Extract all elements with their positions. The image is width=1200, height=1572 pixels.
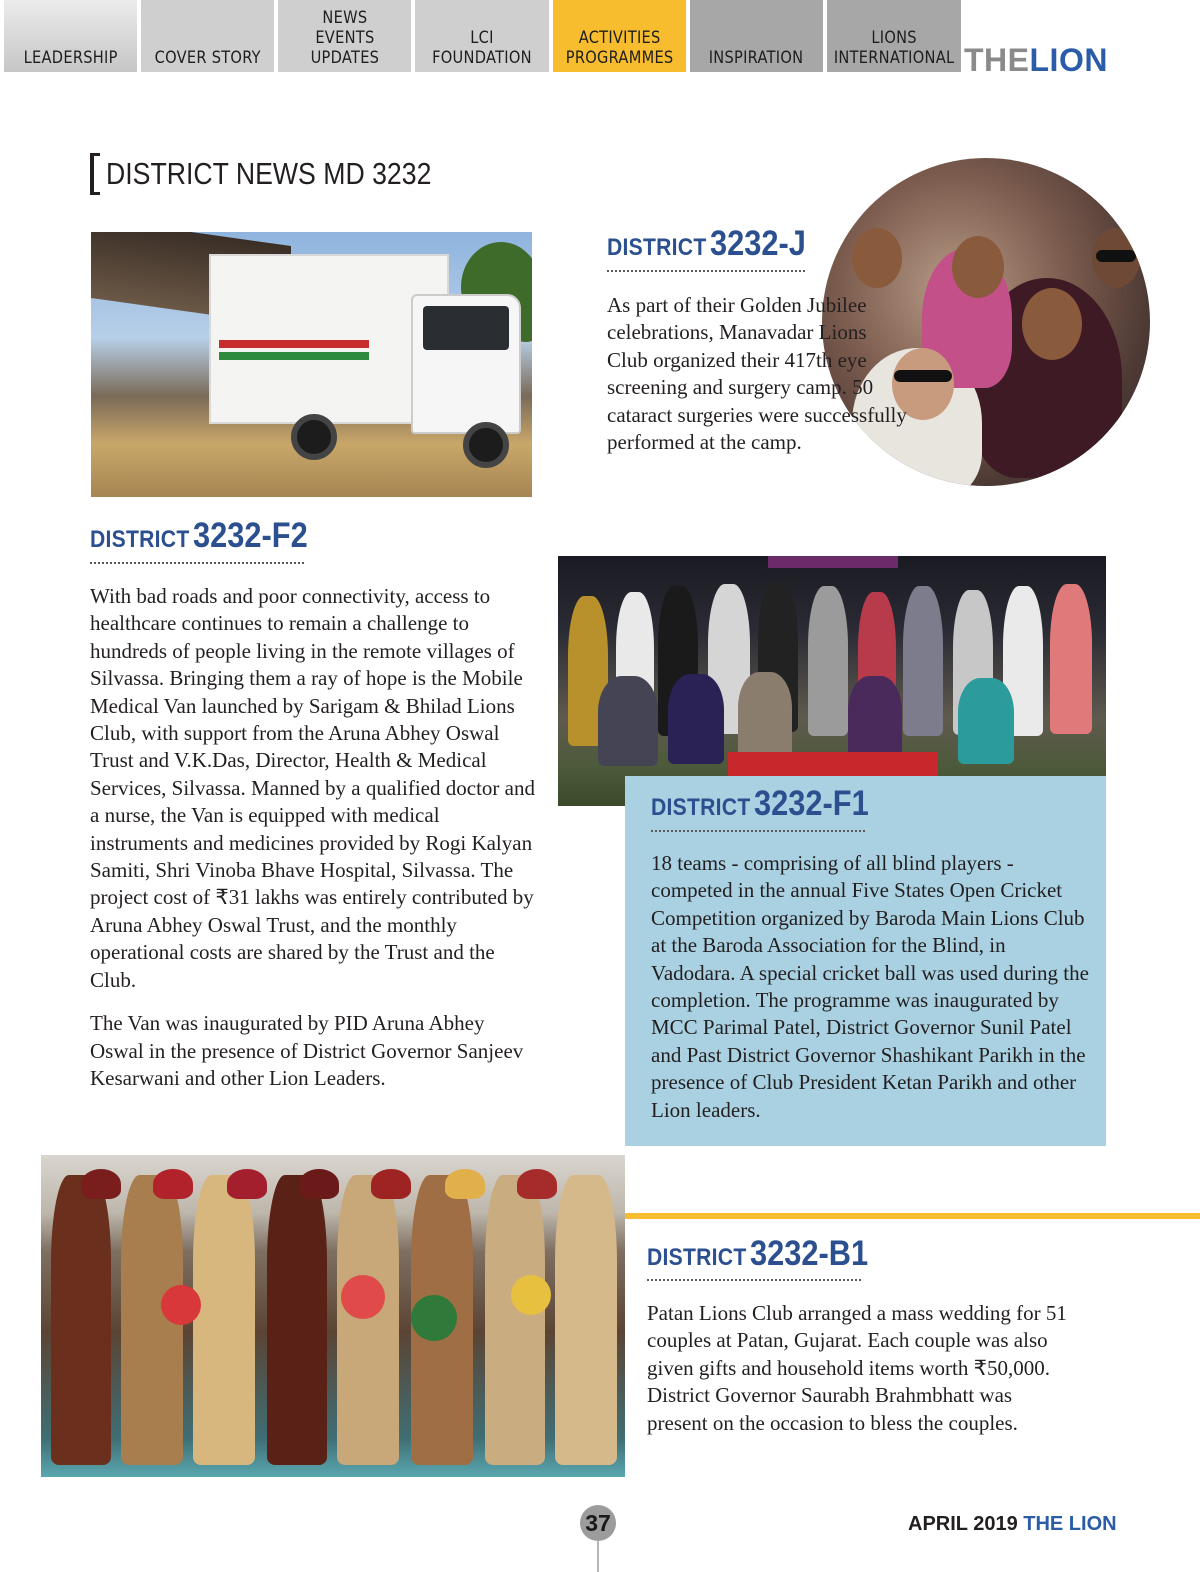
photo-van-wheel — [463, 422, 509, 468]
photo-groom — [555, 1175, 617, 1465]
photo-van-stripe — [219, 340, 369, 348]
page-number: 37 — [580, 1505, 616, 1541]
accent-rule — [625, 1213, 1200, 1219]
tab-activities-programmes[interactable] — [553, 0, 686, 72]
photo-sunglasses — [1096, 250, 1136, 262]
magazine-logo — [964, 42, 1108, 78]
photo-groom — [193, 1175, 255, 1465]
photo-groom — [485, 1175, 545, 1465]
tab-label: LIONS INTERNATIONAL — [833, 28, 955, 68]
photo-van-stripe — [219, 352, 369, 360]
dotted-divider — [651, 830, 865, 832]
district-3232-f1-text — [651, 850, 1091, 1140]
tab-label: ACTIVITIES PROGRAMMES — [565, 28, 674, 68]
photo-bouquet — [411, 1295, 457, 1341]
tab-label: COVER STORY — [154, 48, 261, 68]
tab-leadership[interactable] — [4, 0, 137, 72]
photo-person — [903, 586, 943, 736]
district-code: 3232-F1 — [754, 784, 869, 823]
photo-groom — [267, 1175, 327, 1465]
photo-person — [848, 676, 902, 764]
district-word: DISTRICT — [607, 234, 707, 261]
photo-groom — [51, 1175, 111, 1465]
footer-issue — [908, 1513, 1117, 1536]
blind-cricket-group-photo — [558, 556, 1106, 806]
tab-label: NEWS EVENTS UPDATES — [310, 8, 379, 68]
section-nav — [0, 0, 1200, 78]
photo-turban — [227, 1169, 267, 1199]
photo-face — [852, 228, 902, 288]
issue-date: APRIL 2019 — [908, 1513, 1018, 1535]
tab-inspiration[interactable] — [690, 0, 823, 72]
photo-banner — [768, 556, 898, 568]
district-3232-f2-text — [90, 583, 535, 1108]
bracket-decoration — [90, 153, 100, 195]
article-paragraph: With bad roads and poor connectivity, access to healthcare continues to remain a challenge to hundreds of people living in the remote villages of Silvassa. Bringing them a ray of hope is the Mobile Medical Van launched by Sarigam & Bhilad Lions Club, with support from the Aruna Abhey Oswal Trust and V.K.Das, Director, Health & Medical Services, Silvassa. Manned by a qualified doctor and a nurse, the Van is equipped with medical instruments and medicines provided by Rogi Kalyan Samiti, Shri Vinoba Bhave Hospital, Silvassa. The project cost of ₹31 lakhs was entirely contributed by Aruna Abhey Oswal Trust, and the monthly operational costs are shared by the Trust and the Club. — [90, 584, 535, 992]
dotted-divider — [90, 562, 304, 564]
logo-lion: LION — [1029, 42, 1108, 78]
photo-face — [952, 236, 1004, 298]
district-3232-b1-heading — [647, 1234, 868, 1274]
district-3232-j-heading — [607, 224, 806, 264]
district-word: DISTRICT — [90, 526, 190, 553]
photo-turban — [517, 1169, 557, 1199]
section-heading — [90, 152, 484, 196]
article-paragraph: The Van was inaugurated by PID Aruna Abhey Oswal in the presence of District Governor Sanjeev Kesarwani and other Lion Leaders. — [90, 1011, 524, 1090]
district-word: DISTRICT — [651, 794, 751, 821]
article-paragraph: Patan Lions Club arranged a mass wedding for 51 couples at Patan, Gujarat. Each couple was also given gifts and household items worth ₹50,000. District Governor Saurabh Brahmbhatt was present on the occasion to bless the couples. — [647, 1301, 1067, 1435]
photo-person — [738, 672, 792, 762]
photo-groom — [337, 1175, 399, 1465]
tab-news-events-updates[interactable] — [278, 0, 411, 72]
mobile-medical-van-photo — [91, 232, 532, 497]
photo-van-wheel — [291, 414, 337, 460]
logo-the: THE — [964, 42, 1030, 78]
photo-carpet — [728, 752, 938, 776]
tab-label: LEADERSHIP — [23, 48, 118, 68]
photo-turban — [81, 1169, 121, 1199]
mass-wedding-grooms-photo — [41, 1155, 625, 1477]
photo-person — [808, 586, 848, 736]
photo-bouquet — [511, 1275, 551, 1315]
photo-turban — [153, 1169, 193, 1199]
photo-person — [668, 674, 724, 764]
dotted-divider — [607, 270, 805, 272]
tab-lci-foundation[interactable] — [415, 0, 549, 72]
district-code: 3232-J — [710, 224, 806, 263]
district-3232-f1-heading — [651, 784, 869, 824]
district-3232-b1-text — [647, 1300, 1077, 1453]
page-title: DISTRICT NEWS MD 3232 — [106, 156, 432, 191]
photo-person — [598, 676, 658, 766]
photo-turban — [445, 1169, 485, 1199]
photo-person — [1050, 584, 1092, 734]
photo-turban — [371, 1169, 411, 1199]
article-paragraph: 18 teams - comprising of all blind players - competed in the annual Five States Open Cricket Competition organized by Baroda Main Lions Club at the Baroda Association for the Blind, in Vadodara. A special cricket ball was used during the completion. The programme was inaugurated by MCC Parimal Patel, District Governor Sunil Patel and Past District Governor Shashikant Parikh in the presence of Club President Ketan Parikh and other Lion leaders. — [651, 851, 1089, 1122]
page-number-line — [597, 1541, 599, 1572]
photo-face — [1022, 288, 1082, 360]
tab-label: INSPIRATION — [709, 48, 804, 68]
magazine-name: THE LION — [1023, 1513, 1117, 1535]
article-paragraph: As part of their Golden Jubilee celebrations, Manavadar Lions Club organized their 417th eye screening and surgery camp. 50 cataract surgeries were successfully performed at the camp. — [607, 293, 907, 455]
tab-cover-story[interactable] — [141, 0, 274, 72]
district-3232-f2-heading — [90, 516, 308, 556]
district-word: DISTRICT — [647, 1244, 747, 1271]
district-code: 3232-F2 — [193, 516, 308, 555]
district-code: 3232-B1 — [750, 1234, 869, 1273]
photo-turban — [299, 1169, 339, 1199]
dotted-divider — [647, 1279, 861, 1281]
tab-label: LCI FOUNDATION — [432, 28, 532, 68]
tab-lions-international[interactable] — [827, 0, 961, 72]
photo-person — [958, 678, 1014, 764]
photo-bouquet — [161, 1285, 201, 1325]
photo-bouquet — [341, 1275, 385, 1319]
district-3232-j-text — [607, 292, 937, 472]
photo-van-windshield — [423, 306, 509, 350]
